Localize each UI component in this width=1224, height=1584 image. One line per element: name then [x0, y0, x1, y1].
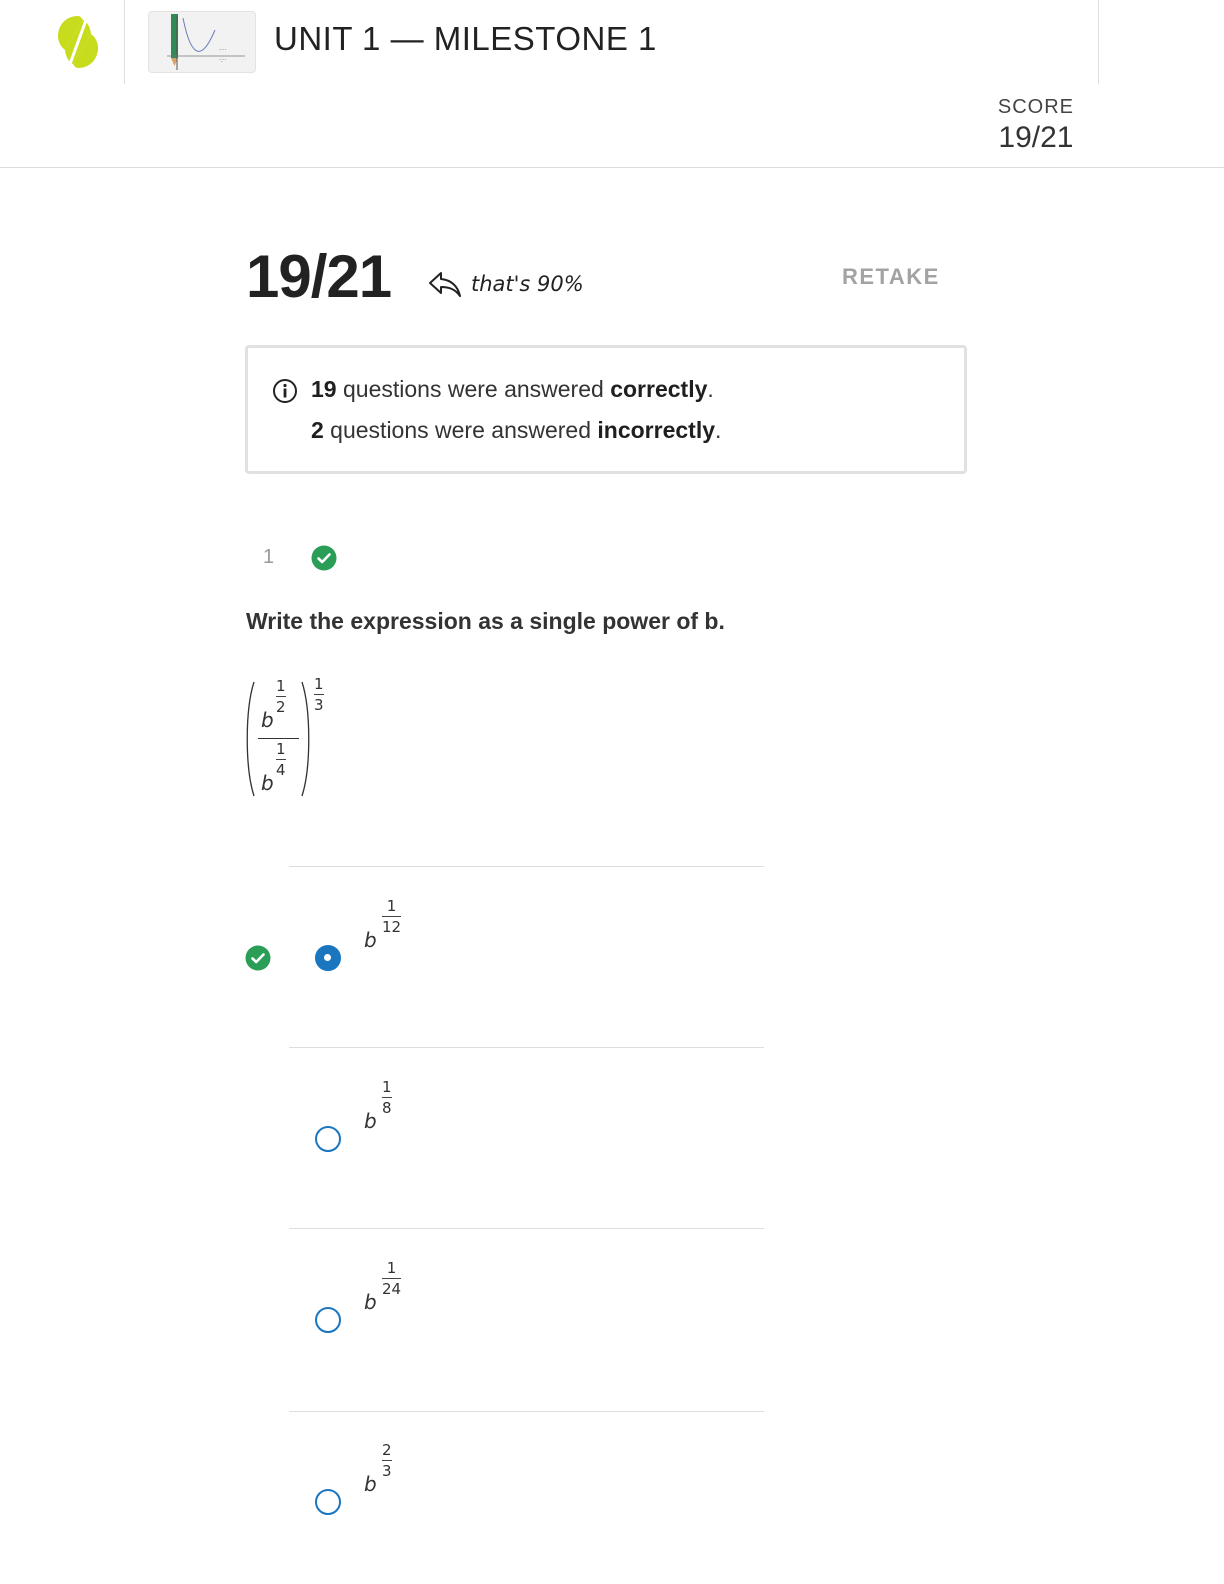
left-paren-icon — [244, 680, 256, 798]
outer-exp-num: 1 — [314, 675, 324, 693]
choice-divider — [289, 1411, 764, 1412]
header-separator-right — [1098, 0, 1099, 84]
numerator-exponent — [276, 678, 286, 715]
choice-4-label — [364, 1438, 424, 1498]
correct-period: . — [707, 376, 714, 402]
right-paren-icon — [300, 680, 312, 798]
score-value: 19/21 — [998, 121, 1074, 154]
choice-1-exp-num: 1 — [386, 897, 397, 915]
choice-2-exp-den: 8 — [382, 1099, 392, 1117]
result-score: 19/21 — [246, 243, 392, 310]
curved-arrow-icon — [427, 268, 463, 300]
choice-4-radio[interactable] — [315, 1489, 341, 1515]
choice-1-radio[interactable] — [315, 945, 341, 971]
incorrect-count: 2 — [311, 417, 324, 443]
header-score — [998, 96, 1074, 155]
retake-button[interactable]: RETAKE — [842, 264, 940, 289]
choice-4-exp-den: 3 — [382, 1462, 392, 1480]
choice-1-exp-den: 12 — [382, 918, 402, 936]
denominator-exp-den: 4 — [276, 761, 286, 779]
summary-correct-line — [311, 376, 714, 403]
choice-4-exp-num: 2 — [382, 1441, 392, 1459]
numerator-exp-den: 2 — [276, 698, 286, 716]
question-prompt: Write the expression as a single power of b. — [246, 608, 725, 634]
choice-3-exponent — [382, 1260, 401, 1297]
percent-text: that's 90% — [471, 272, 584, 296]
correct-word: correctly — [610, 376, 708, 402]
question-expression — [244, 676, 340, 800]
main-fraction-bar — [258, 738, 299, 739]
results-summary-box — [245, 345, 967, 474]
numerator-base: b — [261, 708, 274, 732]
denominator-exponent — [276, 741, 286, 778]
check-circle-icon — [245, 945, 271, 971]
summary-incorrect-line — [311, 417, 721, 444]
choice-divider — [289, 866, 764, 867]
choice-2-label — [364, 1075, 424, 1135]
choice-2-exponent — [382, 1079, 392, 1116]
choice-divider — [289, 1047, 764, 1048]
correct-text: questions were answered — [336, 376, 611, 402]
choice-1-exponent — [382, 898, 401, 935]
check-circle-icon — [311, 545, 337, 571]
choice-3-label — [364, 1256, 424, 1316]
choice-2-base: b — [364, 1109, 377, 1133]
incorrect-word: incorrectly — [597, 417, 716, 443]
numerator-exp-num: 1 — [276, 677, 286, 695]
choice-1-base: b — [364, 928, 377, 952]
question-number: 1 — [263, 546, 275, 568]
percent-note — [427, 268, 584, 300]
incorrect-text: questions were answered — [323, 417, 598, 443]
choice-divider — [289, 1228, 764, 1229]
header-separator — [124, 0, 125, 84]
denominator-base: b — [261, 771, 274, 795]
svg-text:·:··: ·:·· — [219, 57, 227, 64]
incorrect-period: . — [715, 417, 722, 443]
outer-exponent — [314, 676, 324, 713]
correct-count: 19 — [311, 376, 337, 402]
course-thumbnail — [148, 11, 256, 73]
course-title: UNIT 1 — MILESTONE 1 — [274, 20, 657, 57]
choice-1-label — [364, 894, 424, 954]
choice-3-exp-num: 1 — [386, 1259, 397, 1277]
page-header — [0, 0, 1224, 168]
choice-2-exp-num: 1 — [382, 1078, 392, 1096]
info-icon — [272, 378, 298, 404]
svg-text:····: ···· — [219, 47, 227, 54]
denominator-exp-num: 1 — [276, 740, 286, 758]
choice-3-exp-den: 24 — [382, 1280, 402, 1298]
choice-3-base: b — [364, 1290, 377, 1314]
choice-4-base: b — [364, 1472, 377, 1496]
choice-3-radio[interactable] — [315, 1307, 341, 1333]
sophia-logo-icon[interactable] — [56, 14, 100, 70]
choice-2-radio[interactable] — [315, 1126, 341, 1152]
score-label: SCORE — [997, 96, 1074, 118]
choice-4-exponent — [382, 1442, 392, 1479]
outer-exp-den: 3 — [314, 696, 324, 714]
